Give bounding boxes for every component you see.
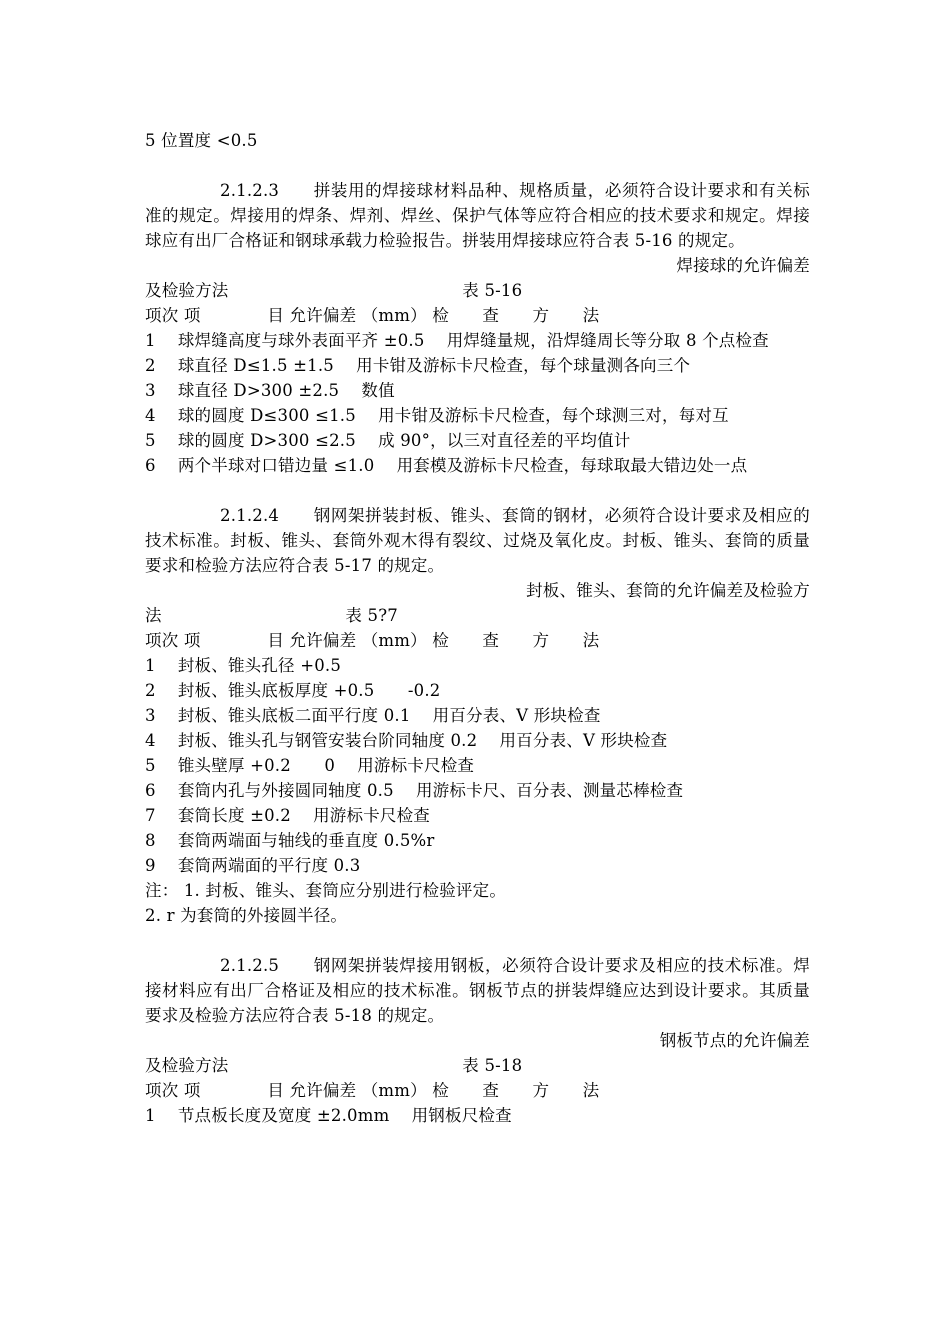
table-5-17-row: 8 套筒两端面与轴线的垂直度 0.5%r	[145, 831, 435, 850]
table-5-16-row: 5 球的圆度 D>300 ≤2.5 成 90°，以三对直径差的平均值计	[145, 431, 631, 450]
table-5-16-row: 3 球直径 D>300 ±2.5 数值	[145, 381, 395, 400]
table-5-16-header: 项次 项 目 允许偏差 （mm） 检 查 方 法	[145, 306, 600, 325]
table-5-17-note: 2. r 为套筒的外接圆半径。	[145, 906, 348, 925]
table-5-18-row: 1 节点板长度及宽度 ±2.0mm 用钢板尺检查	[145, 1106, 512, 1125]
table-5-17-row: 5 锥头壁厚 +0.2 0 用游标卡尺检查	[145, 756, 475, 775]
table-5-17-row: 4 封板、锥头孔与钢管安装台阶同轴度 0.2 用百分表、V 形块检查	[145, 731, 668, 750]
table-5-18-caption-left: 及检验方法 表 5-18	[145, 1056, 523, 1075]
table-5-17-caption-right: 封板、锥头、套筒的允许偏差及检验方	[526, 581, 810, 600]
table-5-16-row: 2 球直径 D≤1.5 ±1.5 用卡钳及游标卡尺检查，每个球量测各向三个	[145, 356, 691, 375]
table-5-17-note: 注： 1. 封板、锥头、套筒应分别进行检验评定。	[145, 881, 507, 900]
table-5-17-caption-left: 法 表 5?7	[145, 606, 398, 625]
table-5-17-row: 3 封板、锥头底板二面平行度 0.1 用百分表、V 形块检查	[145, 706, 601, 725]
table-5-17-row: 2 封板、锥头底板厚度 +0.5 -0.2	[145, 681, 441, 700]
table-5-16-row: 4 球的圆度 D≤300 ≤1.5 用卡钳及游标卡尺检查，每个球测三对，每对互	[145, 406, 729, 425]
spacer	[145, 153, 810, 178]
spacer	[145, 928, 810, 953]
section-2-1-2-5-paragraph: 2.1.2.5 钢网架拼装焊接用钢板，必须符合设计要求及相应的技术标准。焊接材料应有出厂合格证及相应的技术标准。钢板节点的拼装焊缝应达到设计要求。其质量要求及检验方法应符合表 5-18 的规定。	[145, 956, 810, 1025]
table-5-16-row: 6 两个半球对口错边量 ≤1.0 用套模及游标卡尺检查，每球取最大错边处一点	[145, 456, 748, 475]
table-5-16-row: 1 球焊缝高度与球外表面平齐 ±0.5 用焊缝量规，沿焊缝周长等分取 8 个点检查	[145, 331, 769, 350]
table-5-18-header: 项次 项 目 允许偏差 （mm） 检 查 方 法	[145, 1081, 600, 1100]
table-5-17-header: 项次 项 目 允许偏差 （mm） 检 查 方 法	[145, 631, 600, 650]
table-5-16-caption-left: 及检验方法 表 5-16	[145, 281, 523, 300]
table-5-17-row: 6 套筒内孔与外接圆同轴度 0.5 用游标卡尺、百分表、测量芯棒检查	[145, 781, 684, 800]
section-2-1-2-4-paragraph: 2.1.2.4 钢网架拼装封板、锥头、套筒的钢材，必须符合设计要求及相应的技术标准。封板、锥头、套筒外观木得有裂纹、过烧及氧化皮。封板、锥头、套筒的质量要求和检验方法应符合表 5-17 的规定。	[145, 506, 810, 575]
spacer	[145, 478, 810, 503]
table-5-17-row: 1 封板、锥头孔径 +0.5	[145, 656, 342, 675]
table-5-18-caption-right: 钢板节点的允许偏差	[659, 1031, 810, 1050]
document-page	[145, 128, 810, 1128]
table-5-16-caption-right: 焊接球的允许偏差	[676, 256, 810, 275]
table-5-17-row: 7 套筒长度 ±0.2 用游标卡尺检查	[145, 806, 430, 825]
section-2-1-2-3-paragraph: 2.1.2.3 拼装用的焊接球材料品种、规格质量，必须符合设计要求和有关标准的规定。焊接用的焊条、焊剂、焊丝、保护气体等应符合相应的技术要求和规定。焊接球应有出厂合格证和钢球承载力检验报告。拼装用焊接球应符合表 5-16 的规定。	[145, 181, 810, 250]
top-line: 5 位置度 <0.5	[145, 131, 258, 150]
table-5-17-row: 9 套筒两端面的平行度 0.3	[145, 856, 361, 875]
